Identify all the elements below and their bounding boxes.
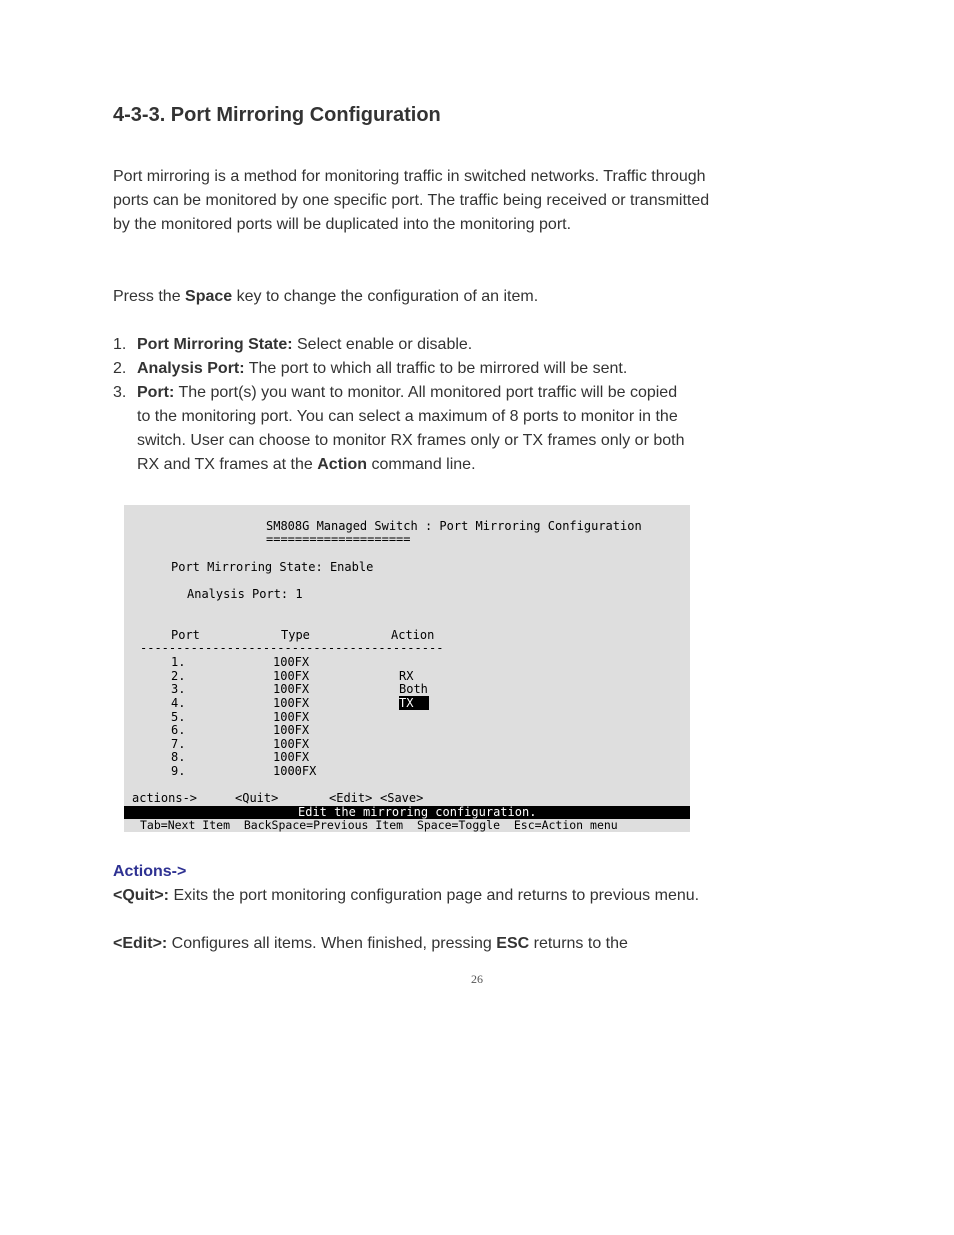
- port-number: 1.: [171, 655, 186, 669]
- page-number: 26: [471, 972, 483, 986]
- list-desc: The port to which all traffic to be mirrored will be sent.: [244, 360, 628, 377]
- press-text-after: key to change the configuration of an item.: [232, 288, 539, 305]
- port-action[interactable]: RX: [399, 669, 414, 683]
- quit-action[interactable]: <Quit>: [235, 791, 279, 805]
- edit-key: <Edit>:: [113, 935, 168, 952]
- column-header-action: Action: [391, 628, 435, 642]
- list-item: [113, 333, 713, 357]
- edit-desc-text: Configures all items. When finished, pressing: [167, 935, 497, 952]
- port-type: 100FX: [273, 682, 310, 696]
- port-type: 100FX: [273, 655, 310, 669]
- terminal-title: SM808G Managed Switch : Port Mirroring Configuration: [266, 519, 642, 533]
- port-type: 100FX: [273, 696, 310, 710]
- title-underline: ====================: [266, 532, 411, 546]
- port-type: 100FX: [273, 750, 310, 764]
- port-type: 100FX: [273, 723, 310, 737]
- list-desc: The port(s) you want to monitor. All monitored port traffic will be copied to the monitoring port. You can select a maximum of 8 ports to monitor in the switch. User can choose to monitor RX frames only or TX frames only or both RX and TX frames at the: [137, 384, 685, 473]
- space-key-label: Space: [185, 288, 233, 305]
- column-header-port: Port: [171, 628, 200, 642]
- press-text-before: Press the: [113, 288, 186, 305]
- section-heading: 4-3-3. Port Mirroring Configuration: [113, 104, 441, 126]
- port-action-selected[interactable]: TX: [399, 696, 429, 710]
- port-type: 1000FX: [273, 764, 317, 778]
- edit-desc-end: returns to the: [529, 935, 628, 952]
- space-key-paragraph: [113, 285, 713, 309]
- port-type: 100FX: [273, 737, 310, 751]
- analysis-port-field[interactable]: Analysis Port: 1: [187, 587, 303, 601]
- port-number: 3.: [171, 682, 186, 696]
- quit-key: <Quit>:: [113, 887, 170, 904]
- list-number: 1.: [113, 336, 127, 353]
- list-desc-end: command line.: [367, 456, 476, 473]
- terminal-screenshot: [124, 505, 690, 832]
- edit-description: [113, 932, 713, 956]
- port-number: 5.: [171, 710, 186, 724]
- list-term: Analysis Port:: [137, 360, 245, 377]
- list-item: [113, 357, 713, 381]
- esc-key: ESC: [496, 935, 530, 952]
- table-separator: ------------------------------------------: [140, 641, 444, 655]
- mirroring-state-field[interactable]: Port Mirroring State: Enable: [171, 560, 374, 574]
- list-number: 3.: [113, 384, 127, 401]
- port-action[interactable]: Both: [399, 682, 428, 696]
- quit-desc-text: Exits the port monitoring configuration page and returns to previous menu.: [169, 887, 700, 904]
- action-term: Action: [317, 456, 368, 473]
- port-number: 7.: [171, 737, 186, 751]
- list-desc: Select enable or disable.: [292, 336, 473, 353]
- save-action[interactable]: <Save>: [380, 791, 424, 805]
- status-message: Edit the mirroring configuration.: [298, 805, 537, 819]
- list-item: [113, 381, 693, 477]
- column-header-type: Type: [281, 628, 310, 642]
- port-number: 4.: [171, 696, 186, 710]
- port-number: 9.: [171, 764, 186, 778]
- intro-paragraph: Port mirroring is a method for monitoring traffic in switched networks. Traffic through ports can be monitored by one specific port. The traffic being received or transmitted by the monitored ports will be duplicated into the monitoring port.: [113, 168, 710, 233]
- list-term: Port:: [137, 384, 175, 401]
- quit-description: [113, 884, 703, 908]
- port-number: 2.: [171, 669, 186, 683]
- edit-action[interactable]: <Edit>: [329, 791, 373, 805]
- list-number: 2.: [113, 360, 127, 377]
- list-term: Port Mirroring State:: [137, 336, 293, 353]
- port-type: 100FX: [273, 669, 310, 683]
- port-number: 8.: [171, 750, 186, 764]
- actions-menu-label: actions->: [132, 791, 198, 805]
- port-type: 100FX: [273, 710, 310, 724]
- key-help-line: Tab=Next Item BackSpace=Previous Item Space=Toggle Esc=Action menu: [140, 818, 618, 832]
- port-number: 6.: [171, 723, 186, 737]
- actions-heading: Actions->: [113, 863, 187, 880]
